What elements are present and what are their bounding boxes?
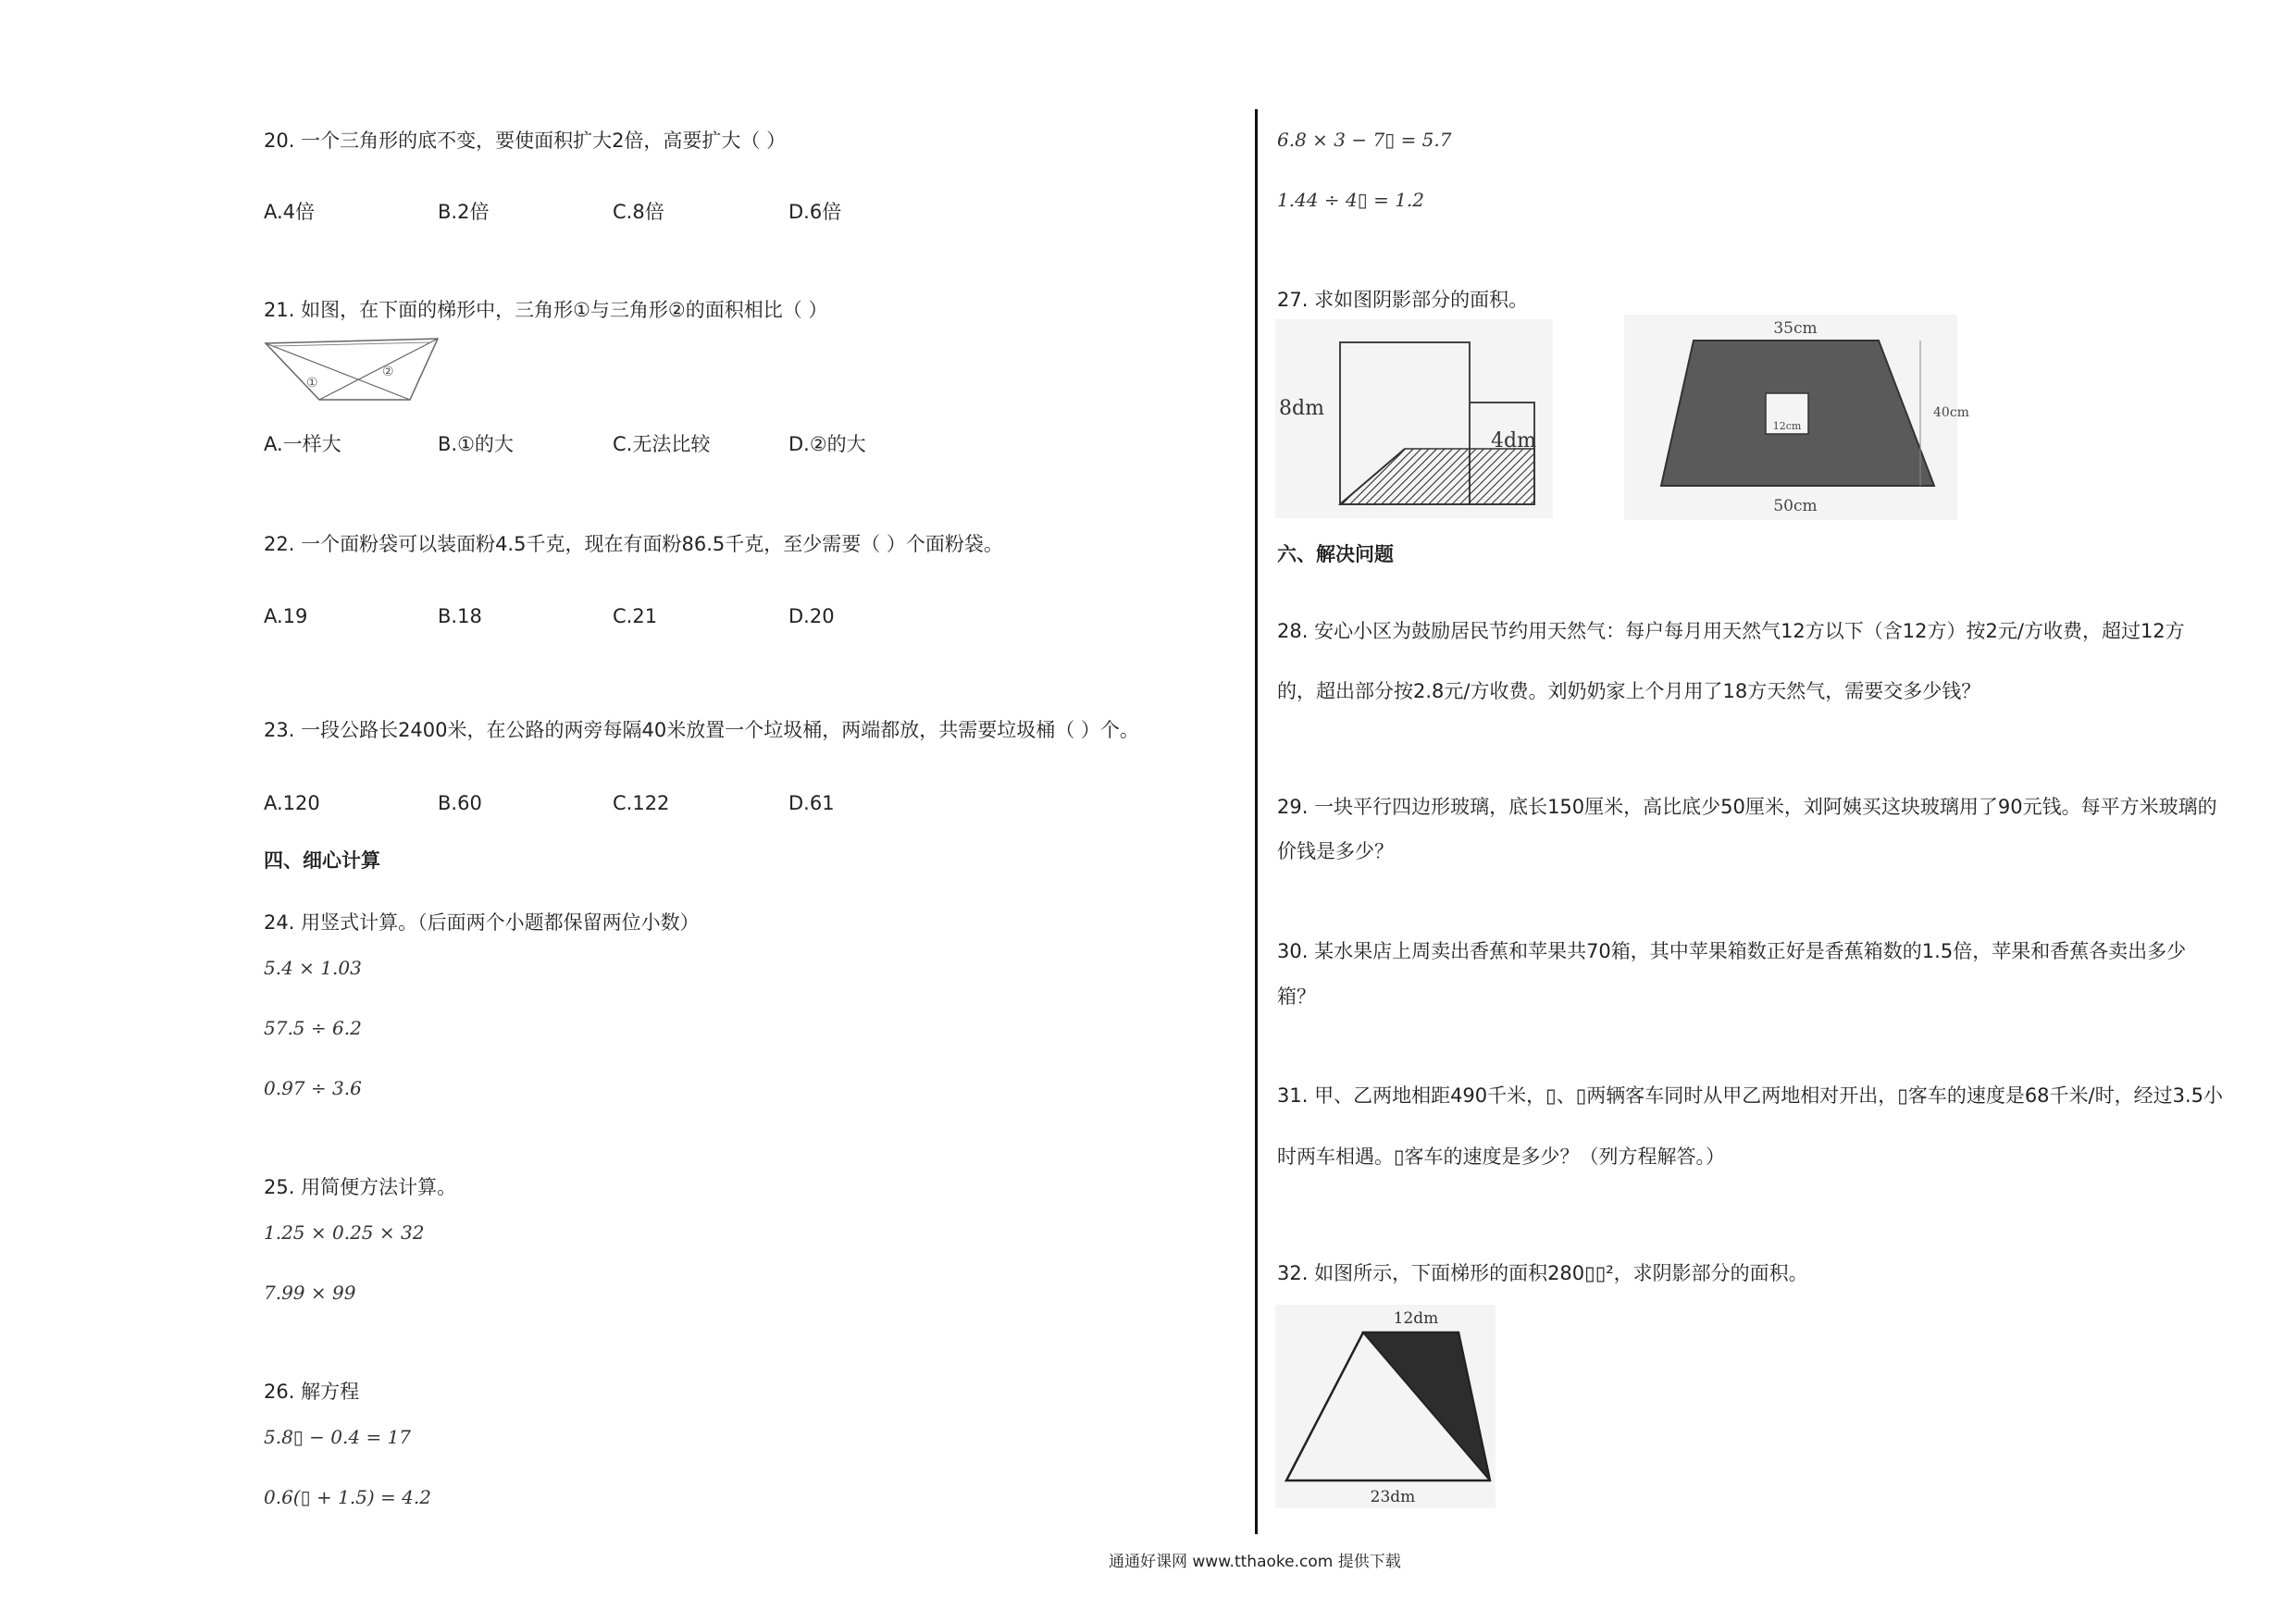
q20-option-b: B.2倍	[438, 201, 490, 223]
q23-stem: 23. 一段公路长2400米，在公路的两旁每隔40米放置一个垃圾桶，两端都放，共需要垃圾桶（ ）个。	[264, 719, 1139, 741]
q22-stem: 22. 一个面粉袋可以装面粉4.5千克，现在有面粉86.5千克，至少需要（ ）个面粉袋。	[264, 533, 1003, 555]
q27-label-4dm: 4dm	[1491, 429, 1536, 452]
q27-figure-rectangle	[1275, 319, 1553, 518]
q30-line-2: 箱？	[1277, 985, 1316, 1008]
column-divider	[1255, 109, 1258, 1534]
q32-label-12dm: 12dm	[1393, 1309, 1439, 1328]
q25-item-1: 1.25 × 0.25 × 32	[264, 1221, 425, 1244]
q26-item-1: 5.8▯ − 0.4 = 17	[264, 1426, 412, 1448]
q28-line-1: 28. 安心小区为鼓励居民节约用天然气：每户每月用天然气12方以下（含12方）按2元/方收费，超过12方	[1277, 620, 2185, 642]
q20-stem: 20. 一个三角形的底不变，要使面积扩大2倍，高要扩大（ ）	[264, 130, 787, 152]
q21-diagonal-2	[319, 339, 438, 400]
q32-label-23dm: 23dm	[1370, 1488, 1416, 1506]
q21-trapezoid	[266, 339, 438, 400]
q21-option-b: B.①的大	[438, 433, 514, 455]
q32-trapezoid-figure	[1275, 1305, 1496, 1508]
section-4-heading: 四、细心计算	[264, 849, 380, 872]
q21-stem: 21. 如图，在下面的梯形中，三角形①与三角形②的面积相比（ ）	[264, 299, 828, 321]
q25-stem: 25. 用简便方法计算。	[264, 1176, 457, 1198]
q21-option-d: D.②的大	[788, 433, 866, 455]
q24-stem: 24. 用竖式计算。（后面两个小题都保留两位小数）	[264, 911, 700, 934]
q24-item-2: 57.5 ÷ 6.2	[264, 1017, 362, 1039]
q21-option-a: A.一样大	[264, 433, 341, 455]
section-6-heading: 六、解决问题	[1277, 543, 1394, 565]
q29-line-2: 价钱是多少？	[1277, 840, 1394, 862]
q26-item-2: 0.6(▯ + 1.5) = 4.2	[264, 1486, 431, 1508]
q31-line-2: 时两车相遇。▯客车的速度是多少？（列方程解答。）	[1277, 1146, 1726, 1168]
q30-line-1: 30. 某水果店上周卖出香蕉和苹果共70箱，其中苹果箱数正好是香蕉箱数的1.5倍，苹果和香蕉各卖出多少	[1277, 940, 2187, 962]
q27-label-35cm: 35cm	[1773, 319, 1818, 338]
q27-figure-trapezoid	[1624, 315, 1969, 520]
q23-option-c: C.122	[613, 792, 670, 814]
q22-option-b: B.18	[438, 605, 482, 627]
q21-label-1: ①	[306, 376, 318, 390]
q27-label-12cm: 12cm	[1772, 420, 1802, 432]
q24-item-1: 5.4 × 1.03	[264, 957, 362, 979]
q20-option-d: D.6倍	[788, 201, 842, 223]
q27-label-40cm: 40cm	[1933, 405, 1969, 420]
q25-item-2: 7.99 × 99	[264, 1282, 356, 1304]
q32-stem: 32. 如图所示，下面梯形的面积280▯▯²，求阴影部分的面积。	[1277, 1262, 1808, 1284]
q23-option-a: A.120	[264, 792, 320, 814]
q23-option-d: D.61	[788, 792, 835, 814]
q26-item-3: 6.8 × 3 − 7▯ = 5.7	[1277, 129, 1452, 151]
q22-option-a: A.19	[264, 605, 308, 627]
q24-item-3: 0.97 ÷ 3.6	[264, 1077, 362, 1099]
q27-label-50cm: 50cm	[1773, 497, 1818, 515]
q27-stem: 27. 求如图阴影部分的面积。	[1277, 289, 1529, 311]
q22-option-d: D.20	[788, 605, 835, 627]
q21-option-c: C.无法比较	[613, 433, 711, 455]
q20-option-a: A.4倍	[264, 201, 316, 223]
q21-label-2: ②	[382, 365, 394, 379]
q20-option-c: C.8倍	[613, 201, 664, 223]
q27-label-8dm: 8dm	[1279, 397, 1324, 420]
q22-option-c: C.21	[613, 605, 658, 627]
q26-item-4: 1.44 ÷ 4▯ = 1.2	[1277, 189, 1425, 211]
page-footer: 通通好课网 www.tthaoke.com 提供下载	[1109, 1553, 1401, 1571]
q28-line-2: 的，超出部分按2.8元/方收费。刘奶奶家上个月用了18方天然气，需要交多少钱？	[1277, 680, 1981, 702]
q23-option-b: B.60	[438, 792, 482, 814]
q26-stem: 26. 解方程	[264, 1381, 360, 1403]
q21-trapezoid-figure	[264, 335, 444, 404]
q29-line-1: 29. 一块平行四边形玻璃，底长150厘米，高比底少50厘米，刘阿姨买这块玻璃用了90元钱。每平方米玻璃的	[1277, 796, 2217, 818]
q31-line-1: 31. 甲、乙两地相距490千米，▯、▯两辆客车同时从甲乙两地相对开出，▯客车的速度是68千米/时，经过3.5小	[1277, 1084, 2224, 1107]
